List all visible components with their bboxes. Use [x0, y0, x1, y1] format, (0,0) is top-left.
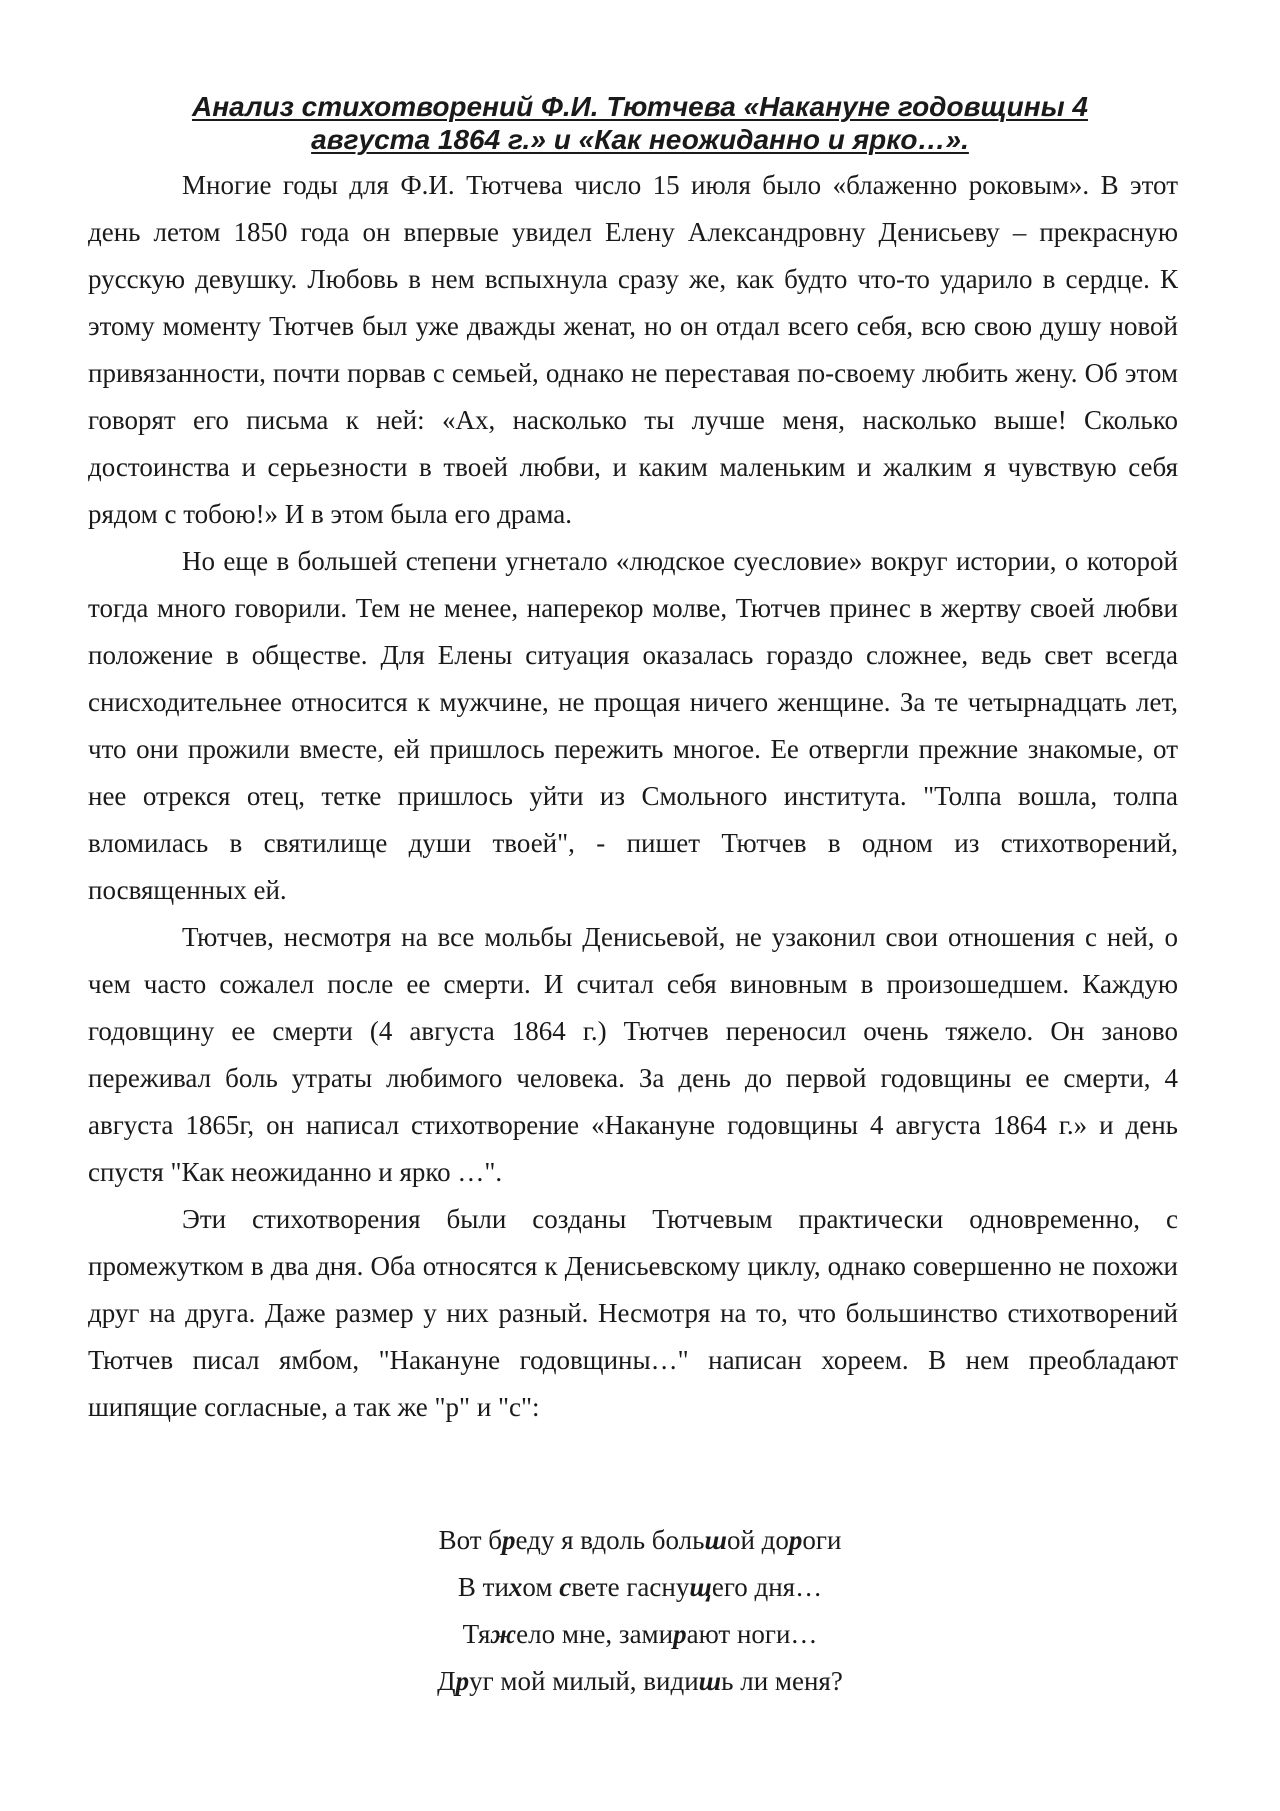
emphasized-letter: ш	[698, 1666, 722, 1696]
paragraph-1: Многие годы для Ф.И. Тютчева число 15 июля было «блаженно роковым». В этот день летом 1850 года он впервые увидел Елену Александровну Денисьеву – прекрасную русскую девушку. Любовь в нем вспыхнула сразу же, как будто что-то ударило в сердце. К этому моменту Тютчев был уже дважды женат, но он отдал всего себя, всю свою душу новой привязанности, почти порвав с семьей, однако не переставая по-своему любить жену. Об этом говорят его письма к ней: «Ах, насколько ты лучше меня, насколько выше! Сколько достоинства и серьезности в твоей любви, и каким маленьким и жалким я чувствую себя рядом с тобою!» И в этом была его драма.	[88, 170, 1178, 529]
poem-line-2	[320, 1564, 960, 1611]
poem-quote	[320, 1517, 960, 1705]
paragraph-3: Тютчев, несмотря на все мольбы Денисьевой, не узаконил свои отношения с ней, о чем часто сожалел после ее смерти. И считал себя виновным в произошедшем. Каждую годовщину ее смерти (4 августа 1864 г.) Тютчев переносил очень тяжело. Он заново переживал боль утраты любимого человека. За день до первой годовщины ее смерти, 4 августа 1865г, он написал стихотворение «Накануне годовщины 4 августа 1864 г.» и день спустя "Как неожиданно и ярко …".	[88, 922, 1178, 1187]
poem-text: уг мой милый, види	[469, 1666, 699, 1696]
paragraph-4: Эти стихотворения были созданы Тютчевым практически одновременно, с промежутком в два дня. Оба относятся к Денисьевскому циклу, однако совершенно не похожи друг на друга. Даже размер у них разный. Несмотря на то, что большинство стихотворений Тютчев писал ямбом, "Накануне годовщины…" написан хореем. В нем преобладают шипящие согласные, а так же "р" и "с":	[88, 1204, 1178, 1422]
emphasized-letter: ж	[490, 1619, 517, 1649]
poem-line-3	[320, 1611, 960, 1658]
poem-text: ают ноги…	[686, 1619, 818, 1649]
emphasized-letter: р	[455, 1666, 470, 1696]
document-body	[88, 162, 1178, 1431]
emphasized-letter: щ	[689, 1572, 712, 1602]
poem-text: вете гасну	[571, 1572, 690, 1602]
title-line-1: Анализ стихотворений Ф.И. Тютчева «Накануне годовщины 4	[192, 91, 1088, 122]
poem-text: ь ли меня?	[721, 1666, 843, 1696]
poem-text: еду я вдоль боль	[515, 1525, 705, 1555]
poem-line-4	[320, 1658, 960, 1705]
emphasized-letter: ш	[704, 1525, 727, 1555]
poem-text: ом	[522, 1572, 560, 1602]
poem-text: Д	[437, 1666, 456, 1696]
poem-text: его дня…	[711, 1572, 823, 1602]
emphasized-letter: р	[673, 1619, 687, 1649]
poem-text: оги	[802, 1525, 842, 1555]
poem-text: ой до	[726, 1525, 789, 1555]
poem-line-1	[320, 1517, 960, 1564]
poem-text: Тя	[462, 1619, 491, 1649]
poem-text: ело мне, зами	[516, 1619, 674, 1649]
paragraph-2: Но еще в большей степени угнетало «людское суесловие» вокруг истории, о которой тогда много говорили. Тем не менее, наперекор молве, Тютчев принес в жертву своей любви положение в обществе. Для Елены ситуация оказалась гораздо сложнее, ведь свет всегда снисходительнее относится к мужчине, не прощая ничего женщине. За те четырнадцать лет, что они прожили вместе, ей пришлось пережить многое. Ее отвергли прежние знакомые, от нее отрекся отец, тетке пришлось уйти из Смольного института. "Толпа вошла, толпа вломилась в святилище души твоей", - пишет Тютчев в одном из стихотворений, посвященных ей.	[88, 546, 1178, 905]
emphasized-letter: с	[559, 1572, 572, 1602]
emphasized-letter: р	[502, 1525, 516, 1555]
poem-text: В ти	[457, 1572, 509, 1602]
emphasized-letter: х	[508, 1572, 523, 1602]
document-title	[120, 90, 1160, 156]
emphasized-letter: р	[788, 1525, 803, 1555]
poem-text: Вот б	[438, 1525, 503, 1555]
title-line-2: августа 1864 г.» и «Как неожиданно и ярко…».	[311, 124, 969, 155]
